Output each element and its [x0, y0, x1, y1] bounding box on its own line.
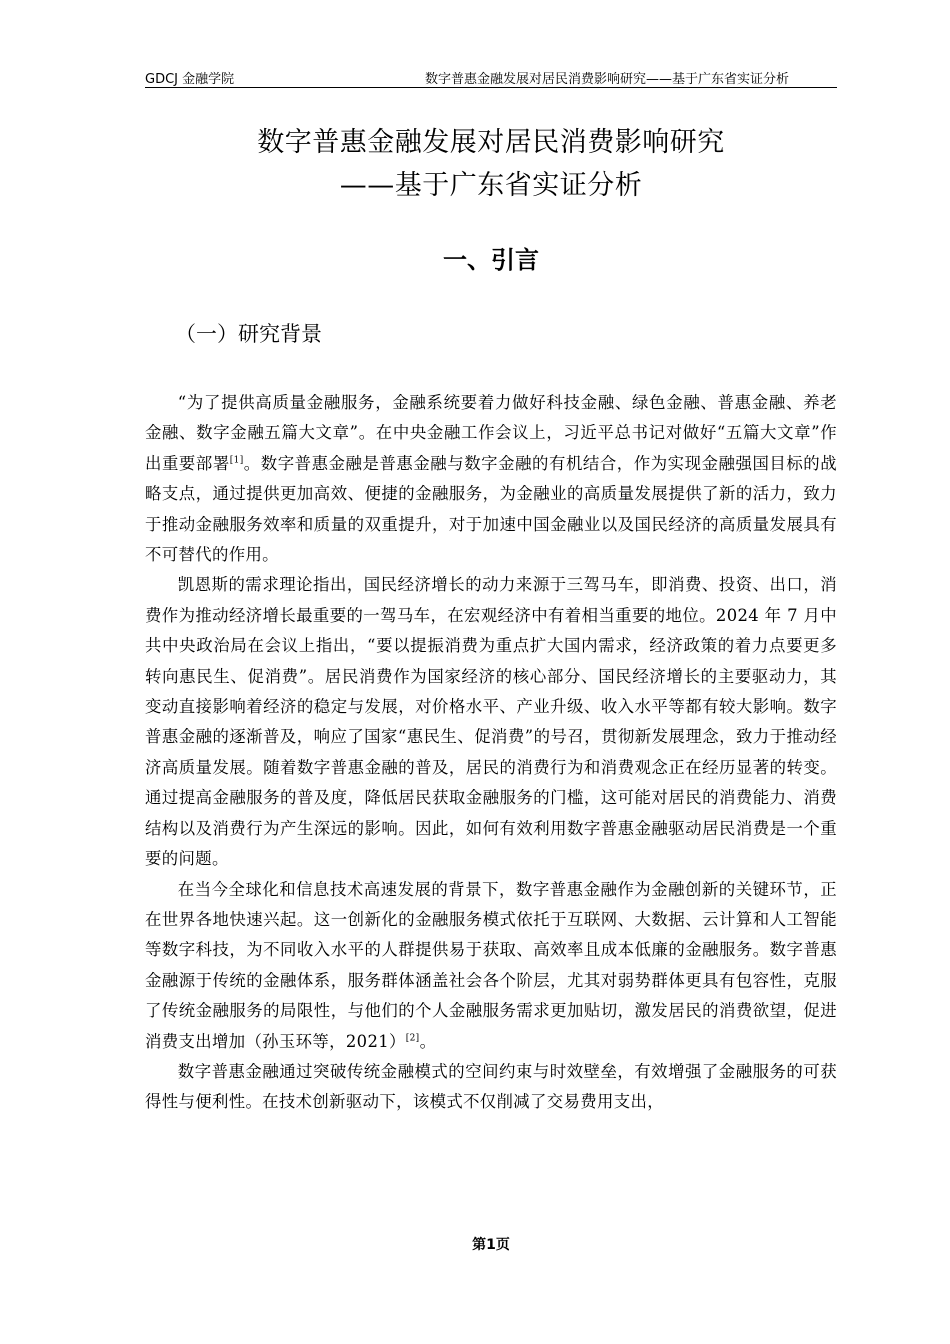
header-institution: GDCJ 金融学院 [145, 72, 235, 87]
paragraph-text: 。 [419, 1031, 437, 1051]
paragraph [145, 570, 837, 874]
section-heading: 一、引言 [443, 246, 539, 274]
running-header [145, 67, 837, 88]
paragraph-text: 。数字普惠金融是普惠金融与数字金融的有机结合，作为实现金融强国目标的战略支点，通过提供更加高效、便捷的金融服务，为金融业的高质量发展提供了新的活力，致力于推动金融服务效率和质量的双重提升，对于加速中国金融业以及国民经济的高质量发展具有不可替代的作用。 [145, 453, 837, 565]
paragraph-text: 数字普惠金融通过突破传统金融模式的空间约束与时效壁垒，有效增强了金融服务的可获得性与便利性。在技术创新驱动下，该模式不仅削减了交易费用支出， [145, 1061, 837, 1112]
page-number: 第1页 [472, 1237, 510, 1253]
paragraph-text: “为了提供高质量金融服务，金融系统要着力做好科技金融、绿色金融、普惠金融、养老金融、数字金融五篇大文章”。在中央金融工作会议上，习近平总书记对做好“五篇大文章”作出重要部署 [145, 393, 837, 473]
paper-title-line-1: 数字普惠金融发展对居民消费影响研究 [257, 127, 725, 158]
paper-title-line-2: ——基于广东省实证分析 [339, 170, 643, 201]
paragraph [145, 875, 837, 1057]
body-text [145, 388, 837, 1208]
paragraph [145, 388, 837, 570]
citation-ref: [2] [405, 1033, 420, 1044]
paragraph [145, 1057, 837, 1118]
subsection-heading: （一）研究背景 [175, 322, 322, 346]
paragraph-text: 凯恩斯的需求理论指出，国民经济增长的动力来源于三驾马车，即消费、投资、出口，消费作为推动经济增长最重要的一驾马车，在宏观经济中有着相当重要的地位。2024 年 7 月中共中央政治局在会议上指出，“要以提振消费为重点扩大国内需求，经济政策的着力点要更多转向惠民生、促消费”。居民消费作为国家经济的核心部分、国民经济增长的主要驱动力，其变动直接影响着经济的稳定与发展，对价格水平、产业升级、收入水平等都有较大影响。数字普惠金融的逐渐普及，响应了国家“惠民生、促消费”的号召，贯彻新发展理念，致力于推动经济高质量发展。随着数字普惠金融的普及，居民的消费行为和消费观念正在经历显著的转变。通过提高金融服务的普及度，降低居民获取金融服务的门槛，这可能对居民的消费能力、消费结构以及消费行为产生深远的影响。因此，如何有效利用数字普惠金融驱动居民消费是一个重要的问题。 [145, 575, 837, 869]
citation-ref: [1] [229, 455, 244, 466]
paragraph-text: 在当今全球化和信息技术高速发展的背景下，数字普惠金融作为金融创新的关键环节，正在世界各地快速兴起。这一创新化的金融服务模式依托于互联网、大数据、云计算和人工智能等数字科技，为不同收入水平的人群提供易于获取、高效率且成本低廉的金融服务。数字普惠金融源于传统的金融体系，服务群体涵盖社会各个阶层，尤其对弱势群体更具有包容性，克服了传统金融服务的局限性，与他们的个人金融服务需求更加贴切，激发居民的消费欲望，促进消费支出增加（孙玉环等，2021） [145, 879, 837, 1051]
header-paper-title: 数字普惠金融发展对居民消费影响研究——基于广东省实证分析 [424, 72, 789, 87]
